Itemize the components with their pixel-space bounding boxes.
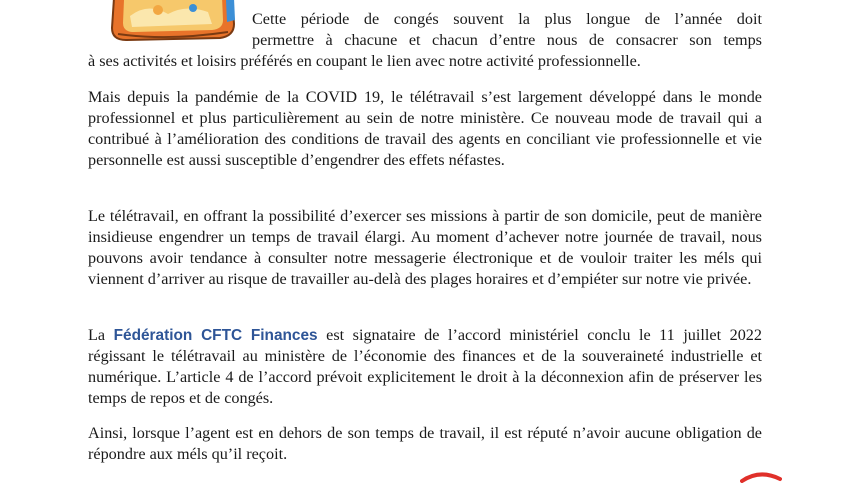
paragraph-obligation: Ainsi, lorsque l’agent est en dehors de son temps de travail, il est réputé n’avoir aucune obligation de répondre aux méls qu’il reçoit.	[88, 424, 762, 463]
paragraph-accord	[88, 325, 762, 409]
paragraph-teletravail: Le télétravail, en offrant la possibilité d’exercer ses missions à partir de son domicile, peut de manière insidieuse engendrer un temps de travail élargi. Au moment d’achever notre journée de travail, nous pouvons avoir tendance à consulter notre messagerie électronique et de vouloir traiter les méls qui viennent d’arriver au risque de travailler au-delà des plages horaires et d’empiéter sur notre vie privée.	[88, 207, 762, 288]
paragraph-intro-line2: permettre à chacune et chacun d’entre nous de consacrer son temps	[252, 31, 762, 49]
paragraph-accord-rest: est signataire de l’accord ministériel conclu le 11 juillet 2022 régissant le télétravail au ministère de l’économie des finances et de la souveraineté industrielle et numérique. L’article 4 de l’accord prévoit explicitement le droit à la déconnexion afin de préserver les temps de repos et de congés.	[88, 326, 762, 407]
decorative-mark	[740, 470, 782, 482]
organization-name: Fédération CFTC Finances	[113, 327, 318, 344]
paragraph-intro-line1: Cette période de congés souvent la plus longue de l’année doit	[252, 10, 762, 28]
paragraph-covid: Mais depuis la pandémie de la COVID 19, le télétravail s’est largement développé dans le monde professionnel et plus particulièrement au sein de notre ministère. Ce nouveau mode de travail qui a contribué à l’amélioration des conditions de travail des agents en conciliant vie professionnelle et vie personnelle est aussi susceptible d’engendrer des effets néfastes.	[88, 88, 762, 169]
paragraph-intro	[88, 9, 762, 72]
paragraph-accord-prefix: La	[88, 326, 114, 344]
paragraph-intro-rest: à ses activités et loisirs préférés en coupant le lien avec notre activité professionnelle.	[88, 52, 641, 70]
